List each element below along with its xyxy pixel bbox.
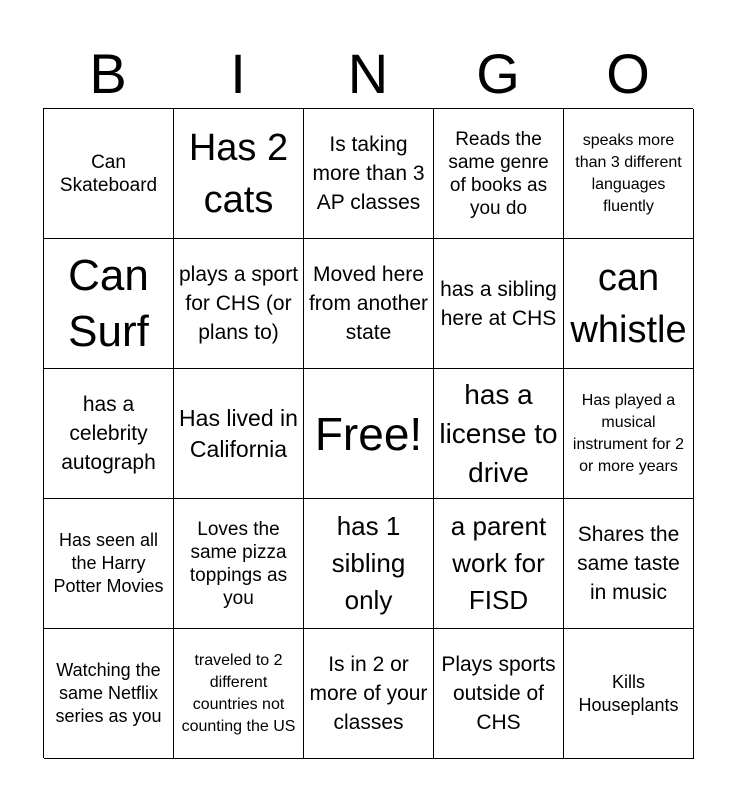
- bingo-cell[interactable]: [174, 239, 304, 369]
- cell-text: has a sibling here at CHS: [440, 277, 557, 330]
- cell-text: Loves the same pizza toppings as you: [189, 518, 288, 609]
- cell-text: Can Skateboard: [59, 151, 158, 196]
- bingo-cell-free[interactable]: [304, 369, 434, 499]
- bingo-cell[interactable]: [44, 239, 174, 369]
- cell-text: a parent work for FISD: [450, 511, 547, 615]
- bingo-cell[interactable]: [564, 499, 694, 629]
- bingo-cell[interactable]: [434, 499, 564, 629]
- header-letter-i: I: [230, 42, 246, 105]
- cell-text: Moved here from another state: [308, 263, 429, 344]
- cell-text: Plays sports outside of CHS: [441, 653, 556, 734]
- bingo-cell[interactable]: [174, 629, 304, 759]
- bingo-cell[interactable]: [44, 369, 174, 499]
- bingo-cell[interactable]: [44, 109, 174, 239]
- free-space-text: Free!: [314, 407, 423, 460]
- bingo-cell[interactable]: [304, 499, 434, 629]
- header-letter-g: G: [476, 42, 520, 105]
- cell-text: Has 2 cats: [188, 126, 289, 221]
- cell-text: Has lived in California: [179, 404, 298, 462]
- cell-text: Reads the same genre of books as you do: [448, 128, 549, 219]
- cell-text: Shares the same taste in music: [577, 523, 680, 604]
- bingo-cell[interactable]: [434, 629, 564, 759]
- cell-text: Is taking more than 3 AP classes: [312, 133, 425, 214]
- header-letter-n: N: [347, 42, 389, 105]
- cell-text: Is in 2 or more of your classes: [309, 653, 428, 734]
- bingo-cell[interactable]: [564, 629, 694, 759]
- bingo-cell[interactable]: [564, 239, 694, 369]
- bingo-cell[interactable]: [174, 369, 304, 499]
- cell-text: Can Surf: [68, 250, 149, 356]
- cell-text: plays a sport for CHS (or plans to): [178, 263, 299, 344]
- cell-text: traveled to 2 different countries not counting the US: [181, 651, 296, 735]
- bingo-cell[interactable]: [174, 499, 304, 629]
- bingo-header: [43, 40, 693, 108]
- bingo-cell[interactable]: [174, 109, 304, 239]
- bingo-cell[interactable]: [44, 629, 174, 759]
- bingo-cell[interactable]: [304, 629, 434, 759]
- bingo-grid: [43, 108, 693, 758]
- bingo-cell[interactable]: [44, 499, 174, 629]
- bingo-cell[interactable]: [564, 109, 694, 239]
- header-letter-b: B: [89, 42, 127, 105]
- cell-text: Has seen all the Harry Potter Movies: [53, 530, 164, 596]
- cell-text: Kills Houseplants: [578, 671, 679, 715]
- bingo-cell[interactable]: [434, 109, 564, 239]
- cell-text: Watching the same Netflix series as you: [55, 660, 162, 726]
- bingo-cell[interactable]: [304, 109, 434, 239]
- bingo-cell[interactable]: [434, 369, 564, 499]
- cell-text: speaks more than 3 different languages fluently: [575, 131, 682, 215]
- cell-text: has a celebrity autograph: [61, 393, 156, 474]
- cell-text: has 1 sibling only: [331, 511, 406, 615]
- bingo-cell[interactable]: [564, 369, 694, 499]
- cell-text: has a license to drive: [439, 379, 558, 488]
- header-letter-o: O: [606, 42, 650, 105]
- cell-text: can whistle: [570, 256, 687, 351]
- bingo-cell[interactable]: [304, 239, 434, 369]
- cell-text: Has played a musical instrument for 2 or more years: [572, 391, 685, 475]
- bingo-cell[interactable]: [434, 239, 564, 369]
